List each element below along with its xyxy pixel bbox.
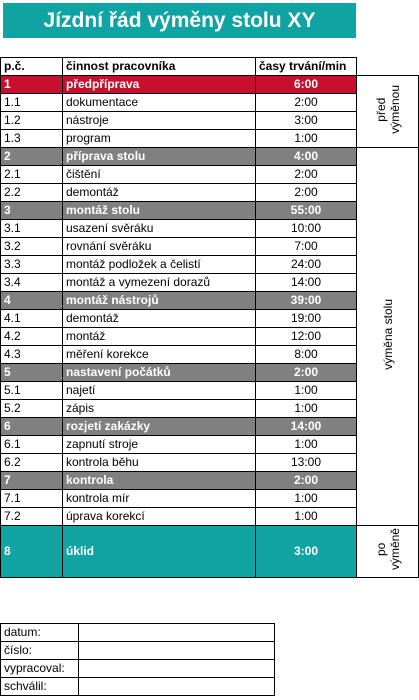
row-num: 1 [1,76,63,94]
header-duration: časy trvání/min [256,58,357,76]
row-activity: zápis [63,400,256,418]
table-row [1,526,419,578]
row-duration: 2:00 [256,364,357,382]
table-row [1,166,419,184]
row-duration: 1:00 [256,382,357,400]
table-row [1,220,419,238]
row-activity: montáž [63,328,256,346]
header-phase-empty [357,58,419,76]
row-activity: montáž nástrojů [63,292,256,310]
table-row [1,418,419,436]
row-activity: program [63,130,256,148]
row-num: 6.1 [1,436,63,454]
row-activity: usazení svěráku [63,220,256,238]
row-activity: kontrola běhu [63,454,256,472]
table-row [1,274,419,292]
row-duration: 6:00 [256,76,357,94]
approved-label: schválil: [1,678,79,696]
row-activity: měření korekce [63,346,256,364]
row-num: 3.3 [1,256,63,274]
table-row [1,472,419,490]
approved-field[interactable] [79,678,275,696]
row-num: 4 [1,292,63,310]
row-duration: 3:00 [256,526,357,578]
table-row [1,346,419,364]
table-row [1,400,419,418]
prepared-label: vypracoval: [1,660,79,678]
phase-before-label: před výměnou [373,84,402,134]
row-duration: 1:00 [256,436,357,454]
row-activity: najetí [63,382,256,400]
row-duration: 1:00 [256,490,357,508]
sign-row [1,624,275,642]
row-num: 6.2 [1,454,63,472]
table-row [1,202,419,220]
table-row [1,76,419,94]
schedule-table [0,57,419,578]
row-num: 5 [1,364,63,382]
table-row [1,94,419,112]
table-row [1,436,419,454]
row-activity: montáž a vymezení dorazů [63,274,256,292]
row-num: 2 [1,148,63,166]
header-num: p.č. [1,58,63,76]
row-num: 4.1 [1,310,63,328]
table-row [1,184,419,202]
row-num: 3.4 [1,274,63,292]
row-num: 8 [1,526,63,578]
row-duration: 2:00 [256,166,357,184]
row-duration: 13:00 [256,454,357,472]
row-num: 1.3 [1,130,63,148]
row-duration: 2:00 [256,472,357,490]
row-num: 5.2 [1,400,63,418]
row-duration: 2:00 [256,184,357,202]
row-activity: zapnutí stroje [63,436,256,454]
row-activity: montáž podložek a čelistí [63,256,256,274]
table-header-row [1,58,419,76]
row-duration: 24:00 [256,256,357,274]
row-activity: kontrola mír [63,490,256,508]
header-activity: činnost pracovníka [63,58,256,76]
row-duration: 4:00 [256,148,357,166]
row-duration: 12:00 [256,328,357,346]
phase-during [357,148,419,526]
row-num: 4.3 [1,346,63,364]
table-row [1,382,419,400]
table-row [1,328,419,346]
row-duration: 14:00 [256,418,357,436]
row-activity: rozjetí zakázky [63,418,256,436]
row-duration: 14:00 [256,274,357,292]
phase-during-label: výměna stolu [380,298,395,370]
date-field[interactable] [79,624,275,642]
sign-row [1,678,275,696]
row-num: 2.1 [1,166,63,184]
row-activity: nástroje [63,112,256,130]
row-num: 3 [1,202,63,220]
table-row [1,256,419,274]
row-duration: 7:00 [256,238,357,256]
table-row [1,364,419,382]
number-field[interactable] [79,642,275,660]
date-label: datum: [1,624,79,642]
row-duration: 39:00 [256,292,357,310]
row-duration: 1:00 [256,400,357,418]
row-num: 6 [1,418,63,436]
row-num: 5.1 [1,382,63,400]
row-num: 1.1 [1,94,63,112]
signature-table [0,623,275,696]
number-label: číslo: [1,642,79,660]
table-row [1,148,419,166]
row-activity: kontrola [63,472,256,490]
phase-before [357,76,419,148]
table-row [1,292,419,310]
table-row [1,310,419,328]
sign-row [1,642,275,660]
row-duration: 2:00 [256,94,357,112]
row-duration: 1:00 [256,508,357,526]
row-num: 3.1 [1,220,63,238]
prepared-field[interactable] [79,660,275,678]
table-row [1,238,419,256]
table-row [1,130,419,148]
table-row [1,490,419,508]
table-row [1,112,419,130]
row-duration: 19:00 [256,310,357,328]
row-duration: 8:00 [256,346,357,364]
phase-after [357,526,419,578]
row-activity: montáž stolu [63,202,256,220]
row-activity: rovnání svěráku [63,238,256,256]
row-num: 2.2 [1,184,63,202]
row-activity: čištění [63,166,256,184]
row-activity: úklid [63,526,256,578]
row-num: 7.1 [1,490,63,508]
row-duration: 10:00 [256,220,357,238]
row-num: 1.2 [1,112,63,130]
row-activity: demontáž [63,310,256,328]
sign-row [1,660,275,678]
row-num: 7 [1,472,63,490]
table-row [1,454,419,472]
phase-after-label: po výměně [373,527,402,571]
row-activity: předpříprava [63,76,256,94]
row-duration: 1:00 [256,130,357,148]
table-row [1,508,419,526]
row-num: 4.2 [1,328,63,346]
page-title: Jízdní řád výměny stolu XY [3,3,356,38]
row-activity: příprava stolu [63,148,256,166]
row-duration: 55:00 [256,202,357,220]
row-num: 3.2 [1,238,63,256]
row-activity: demontáž [63,184,256,202]
row-activity: nastavení počátků [63,364,256,382]
row-duration: 3:00 [256,112,357,130]
row-activity: dokumentace [63,94,256,112]
row-activity: úprava korekcí [63,508,256,526]
row-num: 7.2 [1,508,63,526]
